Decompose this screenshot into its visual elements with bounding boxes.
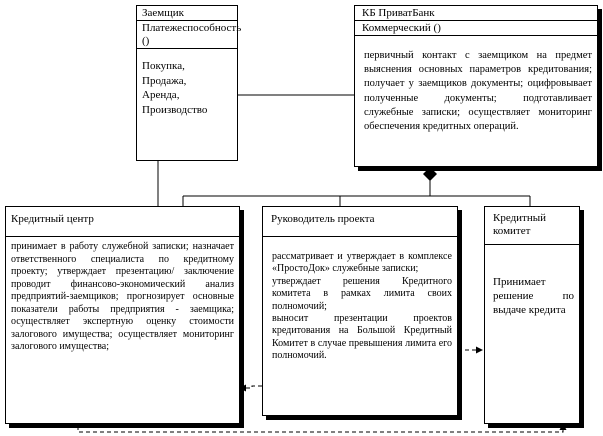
class-credit-center xyxy=(5,206,240,424)
operation-item: утверждает решения Кредитного комитета в рамках лимита своих полномочий; xyxy=(272,275,452,312)
composition-diamond xyxy=(423,167,437,181)
class-project-manager-name: Руководитель проекта xyxy=(271,213,375,225)
class-credit-committee xyxy=(484,206,580,424)
class-zaemshik-name: Заемщик xyxy=(142,7,184,19)
class-credit-committee-operations: Принимает решение по выдаче кредита xyxy=(485,244,579,317)
class-project-manager-operations xyxy=(263,236,457,363)
class-zaemshik-attribute: Платежеспособность () xyxy=(137,20,237,48)
class-project-manager xyxy=(262,206,458,416)
operation-item: Продажа, xyxy=(142,74,187,87)
class-privatbank-name: КБ ПриватБанк xyxy=(362,7,435,19)
operation-item: Покупка, xyxy=(142,60,185,72)
class-credit-committee-name: Кредитный комитет xyxy=(493,212,547,237)
operation-item: Аренда, xyxy=(142,89,180,101)
dashed-pm-to-center xyxy=(245,386,262,388)
class-privatbank-attribute: Коммерческий () xyxy=(355,20,597,35)
class-credit-center-name: Кредитный центр xyxy=(11,213,94,225)
operation-item: рассматривает и утверждает в комплексе «ПростоДок» служебные записки; xyxy=(272,251,452,275)
class-credit-center-operations: принимает в работу служебной записки; назначает ответственного специалиста по кредитному проекту; утверждает презентацию/ заключение проводит финансово-экономический анализ предприятий-заемщиков; прогнозирует основные показатели работы предприятия - заемщика; осуществляет экспертную оценку стоимости залогового имущества; осуществляет мониторинг залогового имущества; xyxy=(6,236,239,354)
dashed-center-to-committee xyxy=(78,426,563,432)
arrowhead-up-to-committee xyxy=(560,423,567,430)
class-zaemshik xyxy=(136,5,242,161)
arrowhead-to-center xyxy=(239,385,246,392)
class-privatbank xyxy=(354,5,598,167)
operation-item: выносит презентации проектов кредитования на Большой Кредитный Комитет в случае превышения лимита его полномочий. xyxy=(272,313,452,362)
arrowhead-to-committee xyxy=(476,347,483,354)
class-privatbank-operations: первичный контакт с заемщиком на предмет выяснения основных параметров кредитования; получает у заемщиков документы; оцифровывает полученные документы; подготавливает служебные записки; осуществляет мониторинг обеспечения кредитных операций. xyxy=(355,35,597,134)
class-zaemshik-operations xyxy=(137,48,237,117)
operation-item: Производство xyxy=(142,103,208,116)
